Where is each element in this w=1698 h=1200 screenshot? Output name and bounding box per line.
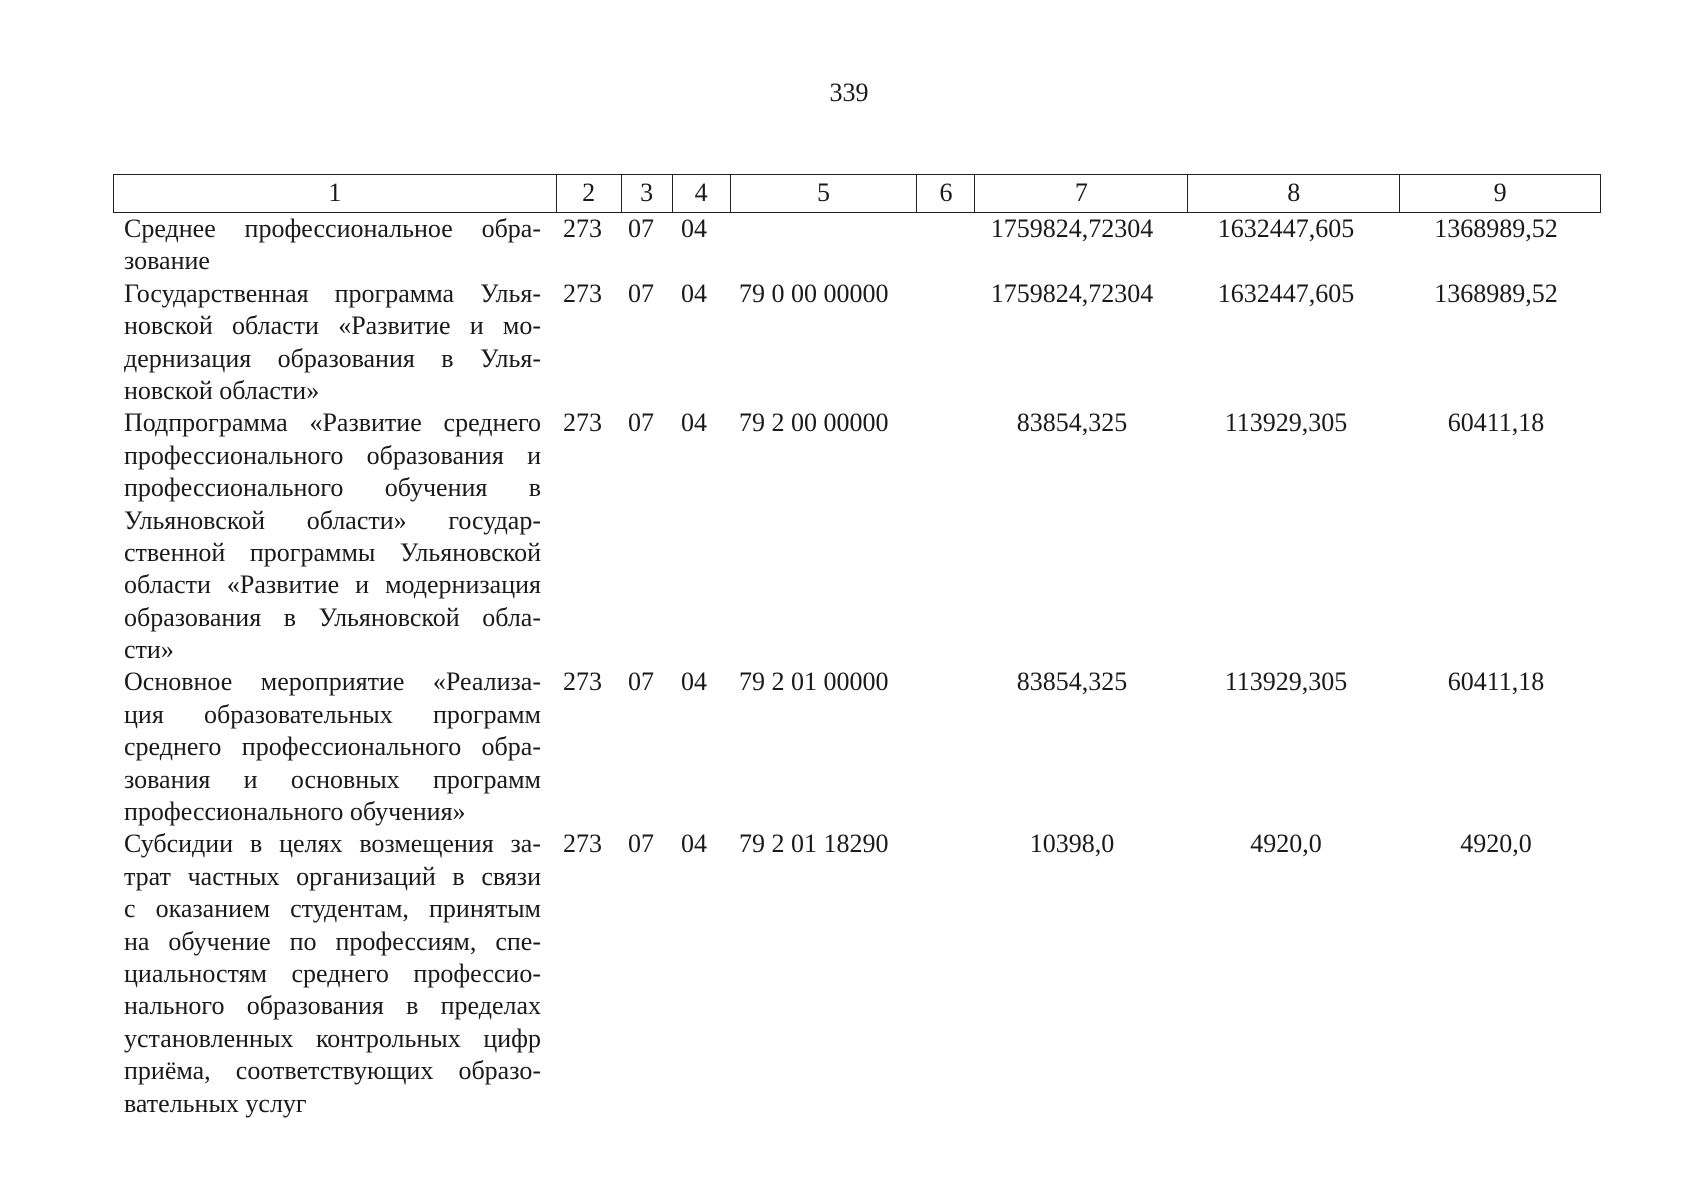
row-col-9: 4920,0 — [1460, 829, 1532, 859]
row-name-line: Основное мероприятие «Реализа- — [124, 667, 541, 697]
row-col-7: 1759824,72304 — [990, 278, 1154, 308]
row-col-5: 79 2 00 00000 — [739, 408, 889, 438]
row-name — [124, 407, 541, 666]
row-col-8: 1632447,605 — [1217, 278, 1355, 308]
row-col-4: 04 — [681, 667, 707, 697]
row-col-2: 273 — [563, 278, 602, 308]
row-name-line: Государственная программа Улья- — [124, 278, 541, 308]
row-name-line: среднего профессионального обра- — [124, 732, 541, 762]
row-name-line: приёма, соответствующих образо- — [124, 1056, 541, 1086]
row-col-9: 1368989,52 — [1434, 278, 1558, 308]
header-col-9: 9 — [1493, 178, 1507, 207]
row-name-line: циальностям среднего профессио- — [124, 958, 541, 988]
table-header-row — [113, 174, 1601, 213]
row-name-line: профессионального обучения» — [124, 797, 466, 827]
row-name-line: нального образования в пределах — [124, 991, 541, 1021]
row-name-line: дернизация образования в Улья- — [124, 343, 541, 373]
header-col-3: 3 — [622, 175, 673, 212]
row-col-9: 60411,18 — [1447, 408, 1545, 438]
row-name — [124, 666, 541, 828]
table-row — [0, 407, 1698, 666]
row-col-4: 04 — [681, 408, 707, 438]
row-col-9: 1368989,52 — [1434, 214, 1558, 243]
row-col-4: 04 — [681, 278, 707, 308]
row-name-line: области «Развитие и модернизация — [124, 570, 541, 600]
row-col-2: 273 — [563, 408, 602, 438]
row-col-2: 273 — [563, 667, 602, 697]
row-col-9: 60411,18 — [1447, 667, 1545, 697]
page-number: 339 — [829, 78, 869, 107]
header-col-8: 8 — [1188, 175, 1400, 212]
row-name-line: с оказанием студентам, принятым — [124, 894, 541, 924]
row-name-line: Ульяновской области» государ- — [124, 505, 541, 535]
table-row — [0, 666, 1698, 828]
row-name — [124, 213, 541, 278]
row-name-line: Среднее профессиональное обра- — [124, 214, 541, 243]
table-row — [0, 278, 1698, 408]
row-name-line: ственной программы Ульяновской — [124, 537, 541, 567]
row-name-line: зования и основных программ — [124, 764, 541, 794]
row-col-3: 07 — [628, 214, 654, 243]
row-name-line: трат частных организаций в связи — [124, 861, 541, 891]
row-name-line: вательных услуг — [124, 1088, 307, 1118]
row-col-8: 4920,0 — [1250, 829, 1322, 859]
row-name-line: ция образовательных программ — [124, 699, 541, 729]
row-name — [124, 828, 541, 1120]
row-col-7: 83854,325 — [1016, 408, 1128, 438]
table-row — [0, 213, 1698, 278]
row-col-4: 04 — [681, 214, 707, 243]
row-name-line: новской области» — [124, 375, 320, 405]
row-name-line: образования в Ульяновской обла- — [124, 602, 541, 632]
row-col-8: 113929,305 — [1224, 667, 1348, 697]
row-name-line: на обучение по профессиям, спе- — [124, 926, 541, 956]
row-col-8: 113929,305 — [1224, 408, 1348, 438]
row-col-3: 07 — [628, 278, 654, 308]
row-col-8: 1632447,605 — [1217, 214, 1355, 243]
row-col-5: 79 2 01 00000 — [739, 667, 889, 697]
row-col-4: 04 — [681, 829, 707, 859]
row-col-7: 1759824,72304 — [990, 214, 1154, 243]
header-col-7: 7 — [975, 175, 1188, 212]
row-name — [124, 278, 541, 408]
row-name-line: Субсидии в целях возмещения за- — [124, 829, 541, 859]
row-name-line: зование — [124, 246, 210, 276]
header-col-1: 1 — [114, 175, 557, 212]
header-col-6: 6 — [917, 175, 975, 212]
row-name-line: новской области «Развитие и мо- — [124, 311, 541, 341]
row-col-3: 07 — [628, 408, 654, 438]
header-col-2: 2 — [557, 175, 622, 212]
row-name-line: сти» — [124, 635, 174, 665]
row-col-3: 07 — [628, 667, 654, 697]
row-col-5: 79 0 00 00000 — [739, 278, 889, 308]
table-body — [0, 213, 1698, 1120]
row-col-3: 07 — [628, 829, 654, 859]
row-col-2: 273 — [563, 829, 602, 859]
row-col-7: 10398,0 — [1029, 829, 1115, 859]
table-row — [0, 828, 1698, 1120]
row-name-line: профессионального обучения в — [124, 473, 541, 503]
header-col-5: 5 — [731, 175, 918, 212]
row-name-line: профессионального образования и — [124, 440, 541, 470]
header-col-4: 4 — [673, 175, 731, 212]
row-name-line: установленных контрольных цифр — [124, 1023, 541, 1053]
row-col-2: 273 — [563, 214, 602, 243]
row-col-7: 83854,325 — [1016, 667, 1128, 697]
row-name-line: Подпрограмма «Развитие среднего — [124, 408, 541, 438]
row-col-5: 79 2 01 18290 — [739, 829, 889, 859]
